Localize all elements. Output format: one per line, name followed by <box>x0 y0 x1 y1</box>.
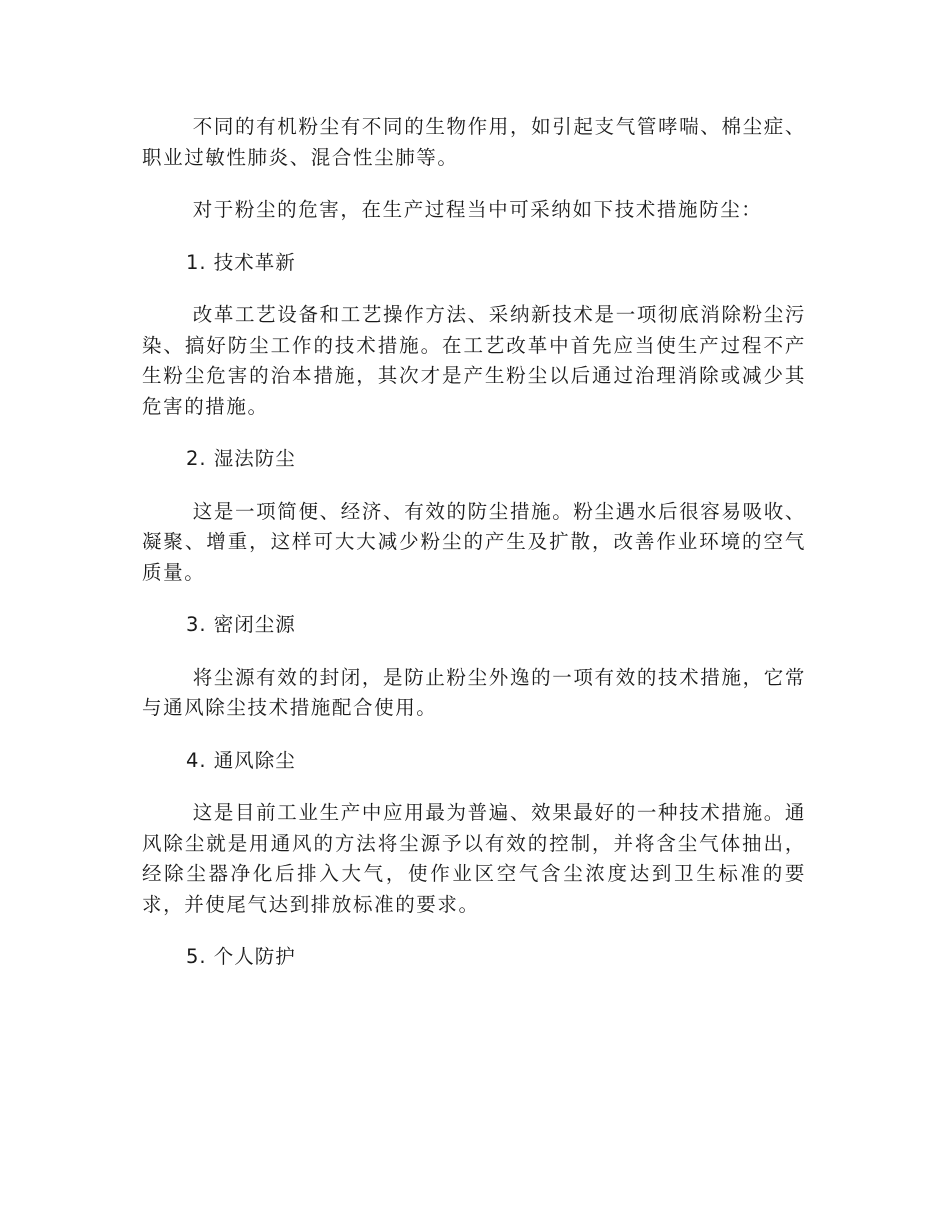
paragraph-wet-dust-prevention: 这是一项简便、经济、有效的防尘措施。粉尘遇水后很容易吸收、凝聚、增重，这样可大大减少粉尘的产生及扩散，改善作业环境的空气质量。 <box>142 499 806 584</box>
heading-technical-innovation: 1. 技术革新 <box>186 250 296 274</box>
heading-seal-dust-source: 3. 密闭尘源 <box>186 613 296 636</box>
paragraph-organic-dust: 不同的有机粉尘有不同的生物作用，如引起支气管哮喘、棉尘症、职业过敏性肺炎、混合性尘肺等。 <box>142 115 806 169</box>
paragraph-ventilation-dust-removal: 这是目前工业生产中应用最为普遍、效果最好的一种技术措施。通风除尘就是用通风的方法将尘源予以有效的控制，并将含尘气体抽出，经除尘器净化后排入大气，使作业区空气含尘浓度达到卫生标准的要求，并使尾气达到排放标准的要求。 <box>142 801 806 916</box>
heading-wet-dust-prevention: 2. 湿法防尘 <box>186 447 296 470</box>
paragraph-seal-dust-source: 将尘源有效的封闭，是防止粉尘外逸的一项有效的技术措施，它常与通风除尘技术措施配合使用。 <box>142 665 806 719</box>
paragraph-dust-prevention-intro: 对于粉尘的危害，在生产过程当中可采纳如下技术措施防尘： <box>192 198 763 221</box>
document-body <box>142 112 806 973</box>
heading-personal-protection: 5. 个人防护 <box>186 945 296 968</box>
paragraph-technical-innovation: 改革工艺设备和工艺操作方法、采纳新技术是一项彻底消除粉尘污染、搞好防尘工作的技术措施。在工艺改革中首先应当使生产过程不产生粉尘危害的治本措施，其次才是产生粉尘以后通过治理消除或减少其危害的措施。 <box>142 303 806 418</box>
heading-ventilation-dust-removal: 4. 通风除尘 <box>186 748 296 772</box>
